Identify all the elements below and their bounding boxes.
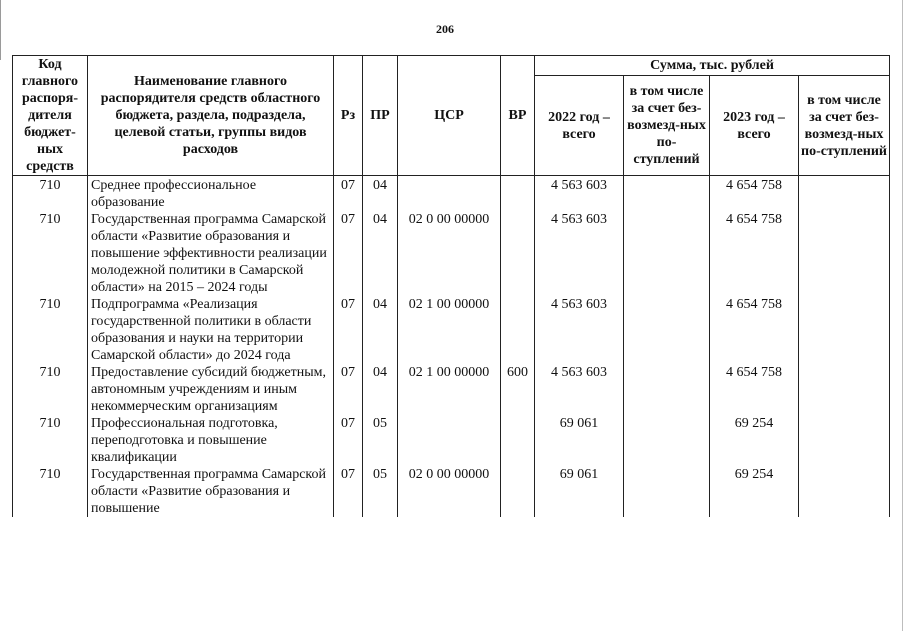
cell-vr: [501, 211, 535, 296]
table-row: [13, 296, 890, 364]
header-2022-free: в том числе за счет без-возмезд-ных по-ступлений: [624, 76, 710, 176]
cell-name: Среднее профессиональное образование: [88, 176, 334, 212]
cell-2022-total: 4 563 603: [535, 364, 624, 415]
table-row: [13, 176, 890, 212]
table-row: [13, 364, 890, 415]
page-number: 206: [436, 22, 454, 36]
budget-table: [12, 55, 890, 517]
cell-2023-total: 69 254: [710, 415, 799, 466]
cell-2023-free: [799, 176, 890, 212]
cell-rz: 07: [334, 415, 363, 466]
header-vr: ВР: [501, 56, 535, 176]
table-row: [13, 466, 890, 517]
cell-2023-free: [799, 364, 890, 415]
cell-code: 710: [13, 296, 88, 364]
cell-2022-free: [624, 176, 710, 212]
cell-name: Государственная программа Самарской области «Развитие образования и повышение: [88, 466, 334, 517]
cell-2022-free: [624, 211, 710, 296]
cell-rz: 07: [334, 176, 363, 212]
cell-2022-total: 69 061: [535, 415, 624, 466]
header-name: Наименование главного распорядителя средств областного бюджета, раздела, подраздела, целевой статьи, группы видов расходов: [88, 56, 334, 176]
cell-2023-free: [799, 296, 890, 364]
cell-rz: 07: [334, 364, 363, 415]
header-pr: ПР: [363, 56, 398, 176]
cell-csr: 02 1 00 00000: [398, 364, 501, 415]
header-2023-free: в том числе за счет без-возмезд-ных по-ступлений: [799, 76, 890, 176]
table-row: [13, 211, 890, 296]
cell-name: Профессиональная подготовка, переподготовка и повышение квалификации: [88, 415, 334, 466]
cell-pr: 05: [363, 415, 398, 466]
cell-csr: 02 0 00 00000: [398, 466, 501, 517]
cell-code: 710: [13, 415, 88, 466]
cell-2022-free: [624, 415, 710, 466]
cell-2022-total: 4 563 603: [535, 296, 624, 364]
cell-2023-total: 4 654 758: [710, 296, 799, 364]
header-2023-total: 2023 год – всего: [710, 76, 799, 176]
cell-2023-total: 69 254: [710, 466, 799, 517]
cell-name: Подпрограмма «Реализация государственной политики в области образования и науки на территории Самарской области» до 2024 года: [88, 296, 334, 364]
cell-rz: 07: [334, 466, 363, 517]
cell-vr: 600: [501, 364, 535, 415]
cell-code: 710: [13, 466, 88, 517]
header-2022-total: 2022 год – всего: [535, 76, 624, 176]
cell-2022-free: [624, 466, 710, 517]
cell-rz: 07: [334, 211, 363, 296]
cell-code: 710: [13, 176, 88, 212]
cell-2022-total: 69 061: [535, 466, 624, 517]
cell-name: Государственная программа Самарской области «Развитие образования и повышение эффективности реализации молодежной политики в Самарской области» на 2015 – 2024 годы: [88, 211, 334, 296]
cell-pr: 04: [363, 296, 398, 364]
cell-csr: [398, 415, 501, 466]
cell-2023-total: 4 654 758: [710, 176, 799, 212]
cell-name: Предоставление субсидий бюджетным, автономным учреждениям и иным некоммерческим организациям: [88, 364, 334, 415]
header-code: Код главного распоря-дителя бюджет-ных средств: [13, 56, 88, 176]
cell-2022-free: [624, 296, 710, 364]
cell-2023-free: [799, 466, 890, 517]
cell-2022-total: 4 563 603: [535, 211, 624, 296]
header-csr: ЦСР: [398, 56, 501, 176]
cell-2023-free: [799, 211, 890, 296]
table-row: [13, 415, 890, 466]
cell-rz: 07: [334, 296, 363, 364]
cell-vr: [501, 296, 535, 364]
cell-csr: 02 0 00 00000: [398, 211, 501, 296]
cell-csr: 02 1 00 00000: [398, 296, 501, 364]
cell-vr: [501, 176, 535, 212]
cell-pr: 05: [363, 466, 398, 517]
cell-vr: [501, 415, 535, 466]
cell-2022-free: [624, 364, 710, 415]
cell-pr: 04: [363, 211, 398, 296]
header-rz: Рз: [334, 56, 363, 176]
table-body: [13, 176, 890, 518]
cell-vr: [501, 466, 535, 517]
table-header: [13, 56, 890, 176]
cell-2023-total: 4 654 758: [710, 364, 799, 415]
cell-code: 710: [13, 364, 88, 415]
cell-2023-total: 4 654 758: [710, 211, 799, 296]
cell-pr: 04: [363, 176, 398, 212]
cell-pr: 04: [363, 364, 398, 415]
cell-2022-total: 4 563 603: [535, 176, 624, 212]
cell-code: 710: [13, 211, 88, 296]
cell-csr: [398, 176, 501, 212]
scan-edge-right: [902, 0, 903, 631]
cell-2023-free: [799, 415, 890, 466]
header-sum: Сумма, тыс. рублей: [535, 56, 890, 76]
